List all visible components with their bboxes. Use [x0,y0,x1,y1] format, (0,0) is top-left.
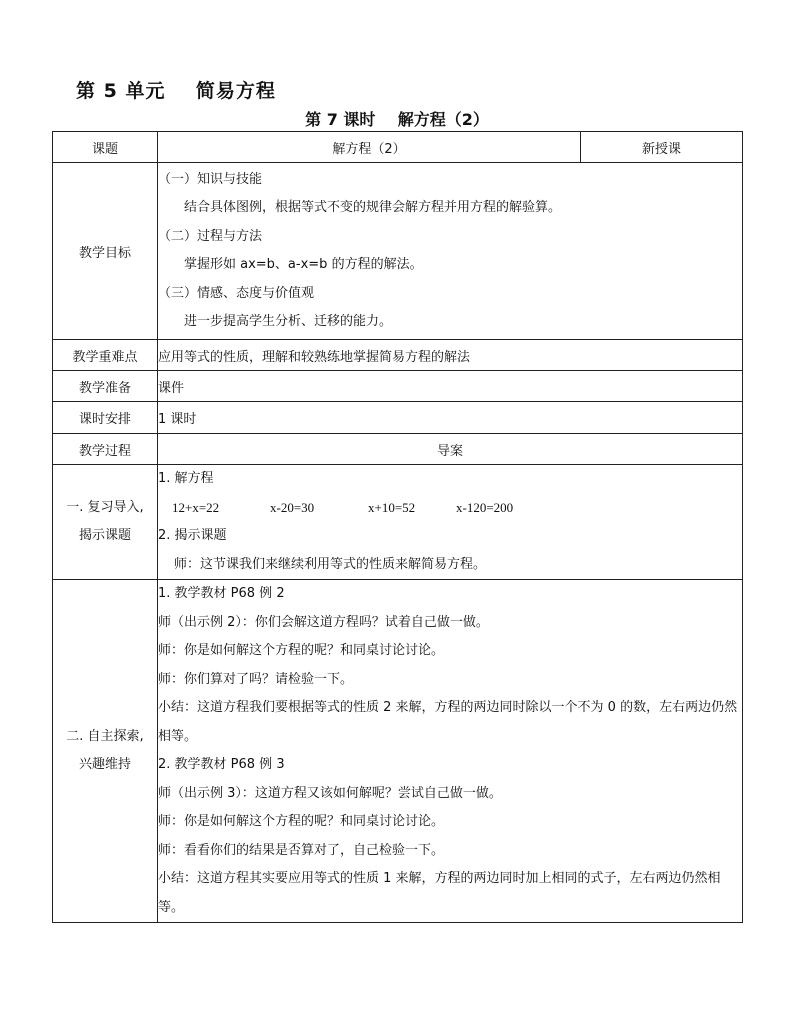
section2-row [53,580,743,923]
topic-value: 解方程（2） [158,132,581,163]
schedule-label: 课时安排 [53,402,158,434]
goal-text-1: 结合具体图例，根据等式不变的规律会解方程并用方程的解验算。 [184,200,562,215]
preparation-row [53,371,743,402]
lesson-title: 第 7 课时 解方程（2） [305,110,489,129]
section1-row [53,465,743,580]
equation: 12+x=22 [172,499,220,515]
section2-line: 师：你们算对了吗？请检验一下。 [158,671,354,687]
process-row [53,434,743,465]
goals-content [158,163,743,340]
section1-content [158,465,743,580]
goal-heading-1: （一）知识与技能 [158,171,263,187]
section1-label-line1: 一. 复习导入, [66,500,144,515]
section1-label-line2: 揭示课题 [78,528,131,543]
section1-item1: 1. 解方程 [158,471,214,486]
unit-title: 第 5 单元 简易方程 [76,80,276,102]
process-label: 教学过程 [53,434,158,465]
equation: x-120=200 [456,499,514,515]
goals-row [53,163,743,340]
topic-label: 课题 [53,132,158,163]
lesson-plan-table [52,131,743,923]
schedule-row [53,402,743,434]
key-points-text: 应用等式的性质，理解和较熟练地掌握简易方程的解法 [158,340,743,371]
goal-text-3: 进一步提高学生分析、迁移的能力。 [184,314,393,329]
equation: x+10=52 [368,499,416,515]
section2-line: 师：看看你们的结果是否算对了，自己检验一下。 [158,842,445,858]
preparation-text: 课件 [158,371,743,402]
section1-item2: 2. 揭示课题 [158,528,227,543]
goal-heading-2: （二）过程与方法 [158,228,263,244]
section2-content [158,580,743,923]
goal-text-2: 掌握形如 ax=b、a-x=b 的方程的解法。 [184,257,423,272]
process-guide: 导案 [158,434,743,465]
section2-line: 2. 教学教材 P68 例 3 [158,757,285,772]
lesson-type: 新授课 [581,132,743,163]
key-points-row [53,340,743,371]
section1-teacher: 师：这节课我们来继续利用等式的性质来解简易方程。 [174,556,487,572]
section2-summary-1: 小结：这道方程我们要根据等式的性质 2 来解，方程的两边同时除以一个不为 0 的数，左右两边仍然相等。 [158,700,738,744]
topic-row [53,132,743,163]
section2-label [53,580,158,923]
section2-line: 1. 教学教材 P68 例 2 [158,586,285,601]
section2-summary-2: 小结：这道方程其实要应用等式的性质 1 来解，方程的两边同时加上相同的式子，左右两边仍然相等。 [158,871,721,915]
section1-label [53,465,158,580]
section2-line: 师：你是如何解这个方程的呢？和同桌讨论讨论。 [158,643,445,658]
section2-line: 师（出示例 2）：你们会解这道方程吗？试着自己做一做。 [158,614,489,630]
section2-line: 师（出示例 3）：这道方程又该如何解呢？尝试自己做一做。 [158,785,502,801]
schedule-text: 1 课时 [158,402,743,434]
preparation-label: 教学准备 [53,371,158,402]
equation: x-20=30 [270,499,315,515]
goal-heading-3: （三）情感、态度与价值观 [158,285,315,301]
section2-label-line1: 二. 自主探索, [66,729,144,744]
key-points-label: 教学重难点 [53,340,158,371]
section2-line: 师：你是如何解这个方程的呢？和同桌讨论讨论。 [158,814,445,829]
section2-label-line2: 兴趣维持 [78,757,131,772]
goals-label: 教学目标 [53,163,158,340]
equation-list [158,494,742,523]
